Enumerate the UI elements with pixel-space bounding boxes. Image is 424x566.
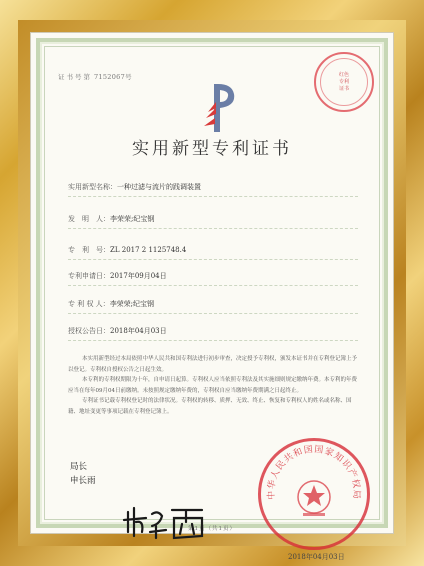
field-value: 一种过滤与流片的践调装置 [117, 183, 201, 191]
field-value: 李荣荣;纪宝钢 [110, 215, 155, 223]
certificate-body-text [68, 354, 362, 418]
divider [68, 340, 358, 341]
divider [68, 259, 358, 260]
small-red-stamp [314, 52, 374, 112]
certificate-title: 实用新型专利证书 [132, 139, 292, 159]
small-stamp-line: 证书 [338, 85, 349, 92]
body-paragraph: 本实用新型经过本局依照中华人民共和国专利法进行初步审查，决定授予专利权，颁发本证书并在专利登记簿上予以登记。专利权自授权公告之日起生效。 [68, 356, 358, 373]
handwritten-signature [122, 502, 212, 542]
small-stamp-line: 专利 [338, 78, 349, 85]
divider [68, 228, 358, 229]
field-value: 李荣荣;纪宝钢 [109, 300, 155, 308]
field-label: 专 利 号： [68, 246, 110, 254]
certificate-number-value: 7152067 [94, 73, 126, 81]
body-paragraph: 专利证书记载专利权登记时的法律状况。专利权的转移、质押、无效、终止、恢复和专利权人的姓名或名称、国籍、地址变更等事项记载在专利登记簿上。 [68, 398, 352, 415]
field-grant-date [68, 326, 167, 336]
seal-date: 2018年04月03日 [288, 553, 345, 561]
patent-certificate [30, 32, 394, 561]
field-utility-model-name [68, 182, 201, 192]
seal-text: 中华人民共和国国家知识产权局 [266, 444, 362, 501]
field-label: 专利申请日： [68, 272, 110, 280]
field-patentee [68, 299, 154, 309]
divider [68, 313, 358, 314]
certificate-number [58, 72, 132, 81]
field-value: ZL 2017 2 1125748.4 [110, 246, 187, 254]
signature-title-label: 局长 [70, 462, 88, 472]
signature-name-label: 申长雨 [70, 476, 96, 486]
certificate-number-label: 证书号第 [58, 73, 92, 81]
page-number: 第1页（共1页） [188, 526, 236, 532]
small-stamp-line: 红色 [338, 71, 349, 78]
patent-office-logo-icon [200, 78, 240, 140]
certificate-number-suffix: 号 [125, 73, 132, 81]
field-label: 授权公告日： [68, 327, 110, 335]
field-value: 2017年09月04日 [110, 272, 167, 280]
field-inventor [68, 214, 154, 224]
body-paragraph: 本专利的专利权期限为十年，自申请日起算。专利权人应当依照专利法及其实施细则规定缴纳年费。本专利的年费应当在每年09月04日前缴纳。未按照规定缴纳年费的，专利权自应当缴纳年费期满之日起终止。 [68, 377, 358, 394]
field-patent-number [68, 245, 186, 255]
field-value: 2018年04月03日 [110, 327, 167, 335]
divider [68, 196, 358, 197]
field-application-date [68, 271, 167, 281]
small-stamp-ring [320, 58, 368, 106]
field-label: 发 明 人： [68, 215, 110, 223]
field-label: 实用新型名称： [68, 183, 117, 191]
official-seal [258, 438, 370, 550]
divider [68, 285, 358, 286]
field-label: 专 利 权 人： [68, 300, 110, 308]
